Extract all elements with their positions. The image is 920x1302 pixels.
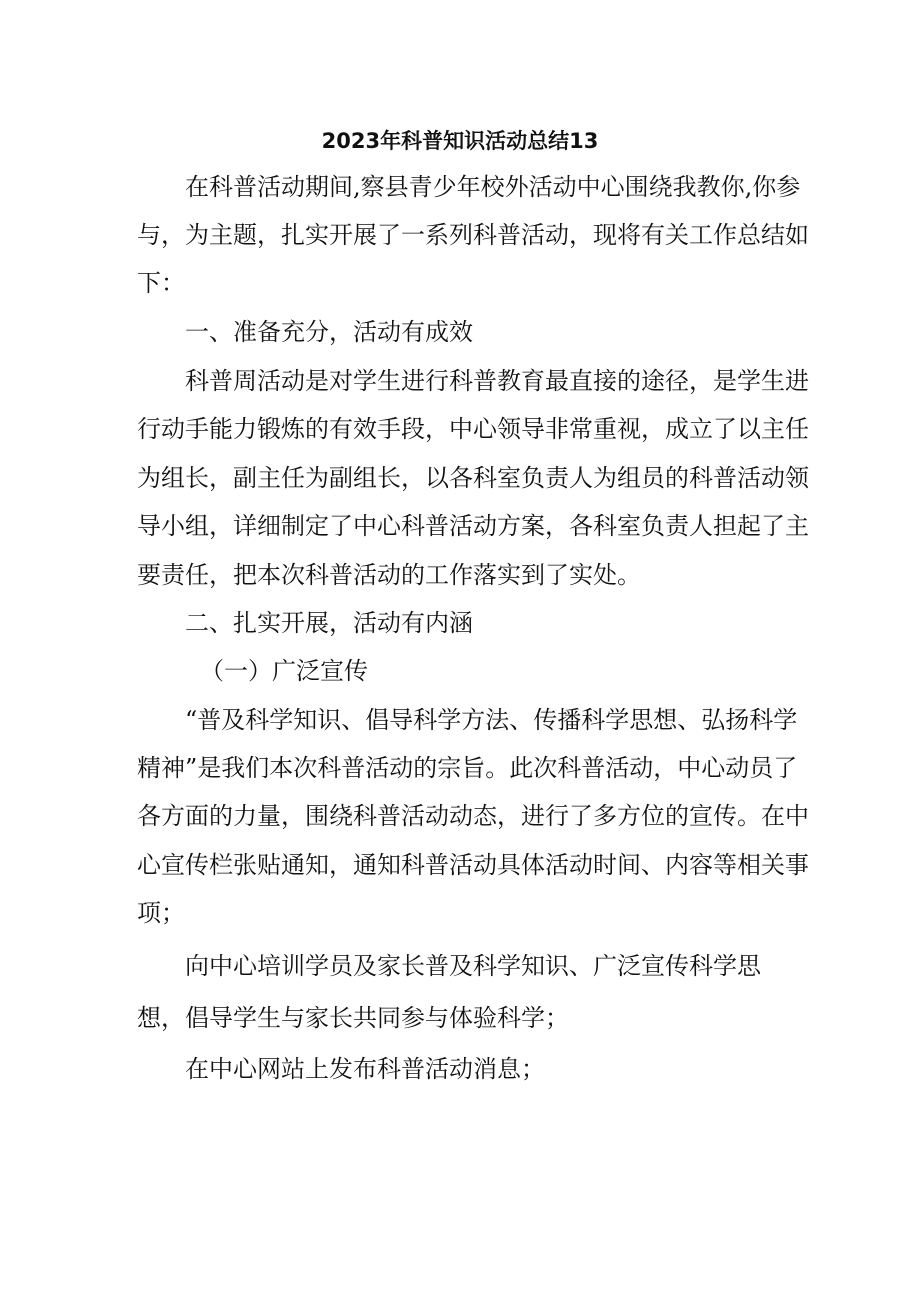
body-line: 想，倡导学生与家长共同参与体验科学； [137,1004,569,1032]
body-line: 要责任，把本次科普活动的工作落实到了实处。 [137,561,641,589]
body-line: 导小组，详细制定了中心科普活动方案，各科室负责人担起了主 [137,512,809,540]
body-line: 心宣传栏张贴通知，通知科普活动具体活动时间、内容等相关事 [137,851,809,879]
body-line: 下： [137,269,185,297]
document-title: 2023年科普知识活动总结13 [321,129,599,153]
section-heading: 一、准备充分，活动有成效 [185,318,473,346]
body-line: 项； [137,899,185,927]
body-line: 在科普活动期间,察县青少年校外活动中心围绕我教你,你参 [185,173,801,201]
body-line: 与，为主题，扎实开展了一系列科普活动，现将有关工作总结如 [137,221,809,249]
section-heading: 二、扎实开展，活动有内涵 [185,609,473,637]
body-line: 科普周活动是对学生进行科普教育最直接的途径，是学生进 [185,367,809,395]
body-line: 精神”是我们本次科普活动的宗旨。此次科普活动，中心动员了 [137,754,798,782]
body-line: 向中心培训学员及家长普及科学知识、广泛宣传科学思 [185,952,761,980]
body-line: “普及科学知识、倡导科学方法、传播科学思想、弘扬科学 [185,706,798,734]
body-line: 行动手能力锻炼的有效手段，中心领导非常重视，成立了以主任 [137,415,809,443]
body-line: 在中心网站上发布科普活动消息； [185,1055,545,1083]
body-line: 为组长，副主任为副组长，以各科室负责人为组员的科普活动领 [137,464,809,492]
subsection-heading: （一）广泛宣传 [200,657,368,685]
body-line: 各方面的力量，围绕科普活动动态，进行了多方位的宣传。在中 [137,802,809,830]
